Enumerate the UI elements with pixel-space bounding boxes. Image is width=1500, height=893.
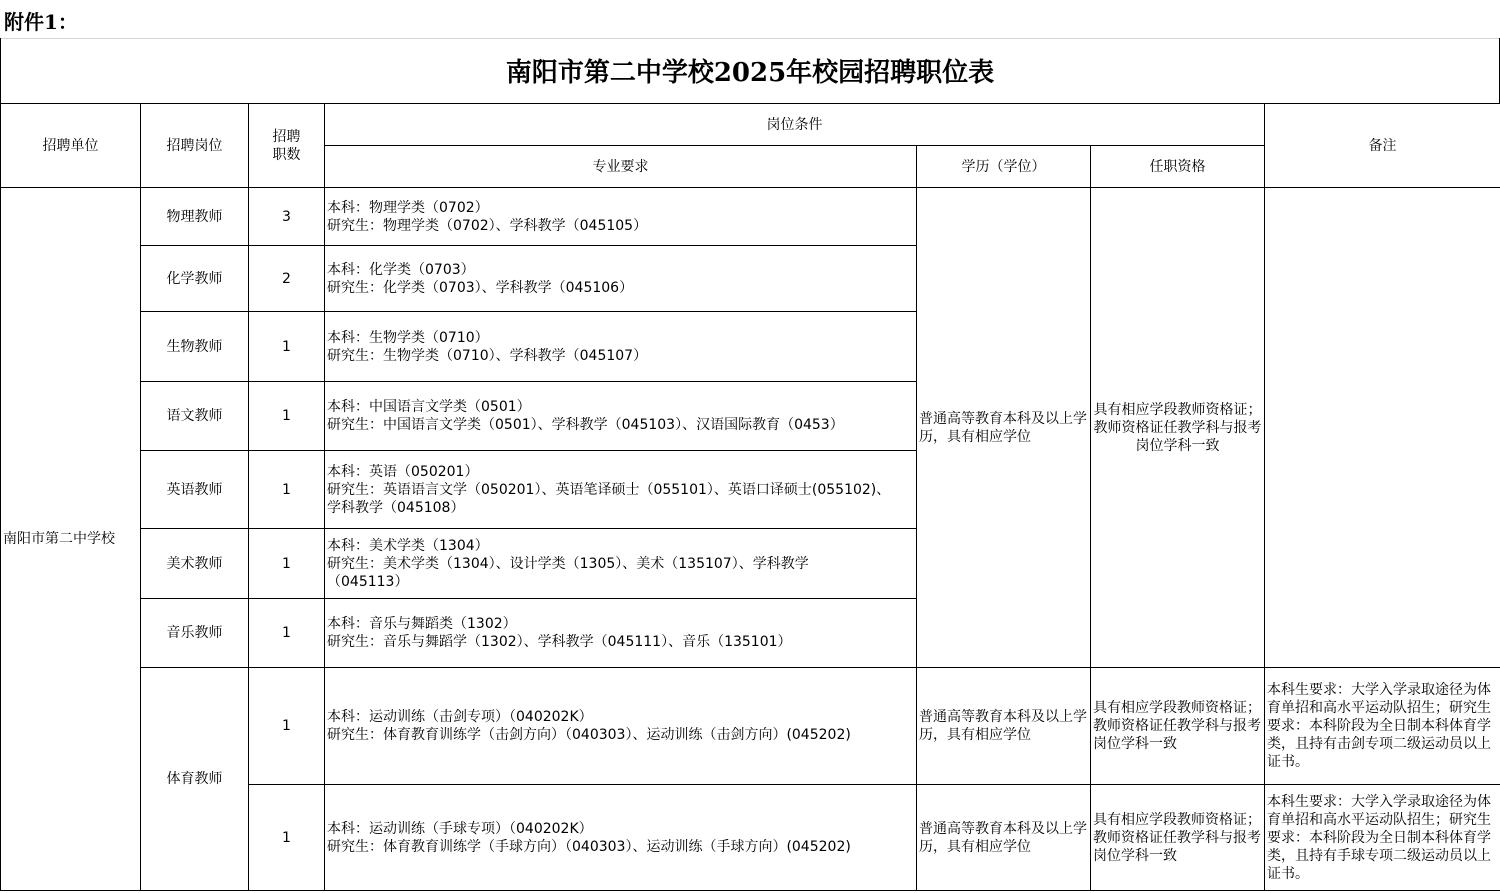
count-cell: 1 (249, 382, 325, 451)
header-major: 专业要求 (325, 146, 917, 188)
header-remark: 备注 (1265, 104, 1500, 188)
count-cell: 1 (249, 529, 325, 599)
major-cell: 本科：运动训练（击剑专项）（040202K） 研究生：体育教育训练学（击剑方向）（040303）、运动训练（击剑方向）(045202) (325, 668, 917, 785)
major-cell: 本科：中国语言文学类（0501） 研究生：中国语言文学类（0501）、学科教学（045103）、汉语国际教育（0453） (325, 382, 917, 451)
count-cell: 3 (249, 188, 325, 246)
major-cell: 本科：化学类（0703） 研究生：化学类（0703）、学科教学（045106） (325, 246, 917, 312)
header-conditions: 岗位条件 (325, 104, 1265, 146)
qualification-cell: 具有相应学段教师资格证；教师资格证任教学科与报考岗位学科一致 (1091, 785, 1265, 891)
education-cell: 普通高等教育本科及以上学历，具有相应学位 (917, 668, 1091, 785)
position-cell: 美术教师 (141, 529, 249, 599)
header-position: 招聘岗位 (141, 104, 249, 188)
count-cell: 1 (249, 451, 325, 529)
remark-cell: 本科生要求：大学入学录取途径为体育单招和高水平运动队招生；研究生要求：本科阶段为全日制本科体育学类，且持有击剑专项二级运动员以上证书。 (1265, 668, 1500, 785)
position-cell: 生物教师 (141, 312, 249, 382)
position-cell: 音乐教师 (141, 599, 249, 668)
qualification-shared-cell: 具有相应学段教师资格证；教师资格证任教学科与报考岗位学科一致 (1091, 188, 1265, 668)
position-cell: 英语教师 (141, 451, 249, 529)
title-top-border (0, 38, 1500, 39)
position-cell: 物理教师 (141, 188, 249, 246)
qualification-cell: 具有相应学段教师资格证；教师资格证任教学科与报考岗位学科一致 (1091, 668, 1265, 785)
position-cell-pe: 体育教师 (141, 668, 249, 891)
header-unit: 招聘单位 (1, 104, 141, 188)
count-cell: 1 (249, 668, 325, 785)
page-title: 南阳市第二中学校2025年校园招聘职位表 (505, 58, 995, 88)
major-cell: 本科：生物学类（0710） 研究生：生物学类（0710）、学科教学（045107） (325, 312, 917, 382)
count-cell: 1 (249, 599, 325, 668)
major-cell: 本科：运动训练（手球专项）（040202K） 研究生：体育教育训练学（手球方向）（040303）、运动训练（手球方向）(045202) (325, 785, 917, 891)
count-cell: 1 (249, 785, 325, 891)
count-cell: 2 (249, 246, 325, 312)
header-count: 招聘职数 (249, 104, 325, 188)
major-cell: 本科：音乐与舞蹈类（1302） 研究生：音乐与舞蹈学（1302）、学科教学（045111）、音乐（135101） (325, 599, 917, 668)
position-cell: 化学教师 (141, 246, 249, 312)
attachment-label: 附件1： (4, 10, 78, 34)
table-row (1, 668, 1500, 785)
major-cell: 本科：美术学类（1304） 研究生：美术学类（1304）、设计学类（1305）、美术（135107）、学科教学 （045113） (325, 529, 917, 599)
recruitment-table (0, 103, 1500, 891)
education-shared-cell: 普通高等教育本科及以上学历，具有相应学位 (917, 188, 1091, 668)
major-cell: 本科：英语（050201） 研究生：英语语言文学（050201）、英语笔译硕士（055101）、英语口译硕士(055102)、 学科教学（045108） (325, 451, 917, 529)
education-cell: 普通高等教育本科及以上学历，具有相应学位 (917, 785, 1091, 891)
remark-cell: 本科生要求：大学入学录取途径为体育单招和高水平运动队招生；研究生要求：本科阶段为全日制本科体育学类，且持有手球专项二级运动员以上证书。 (1265, 785, 1500, 891)
position-cell: 语文教师 (141, 382, 249, 451)
count-cell: 1 (249, 312, 325, 382)
unit-name-cell: 南阳市第二中学校 (1, 188, 141, 891)
major-cell: 本科：物理学类（0702） 研究生：物理学类（0702）、学科教学（045105） (325, 188, 917, 246)
table-row (1, 188, 1500, 246)
remark-empty-cell (1265, 188, 1500, 668)
header-education: 学历（学位） (917, 146, 1091, 188)
header-qualification: 任职资格 (1091, 146, 1265, 188)
